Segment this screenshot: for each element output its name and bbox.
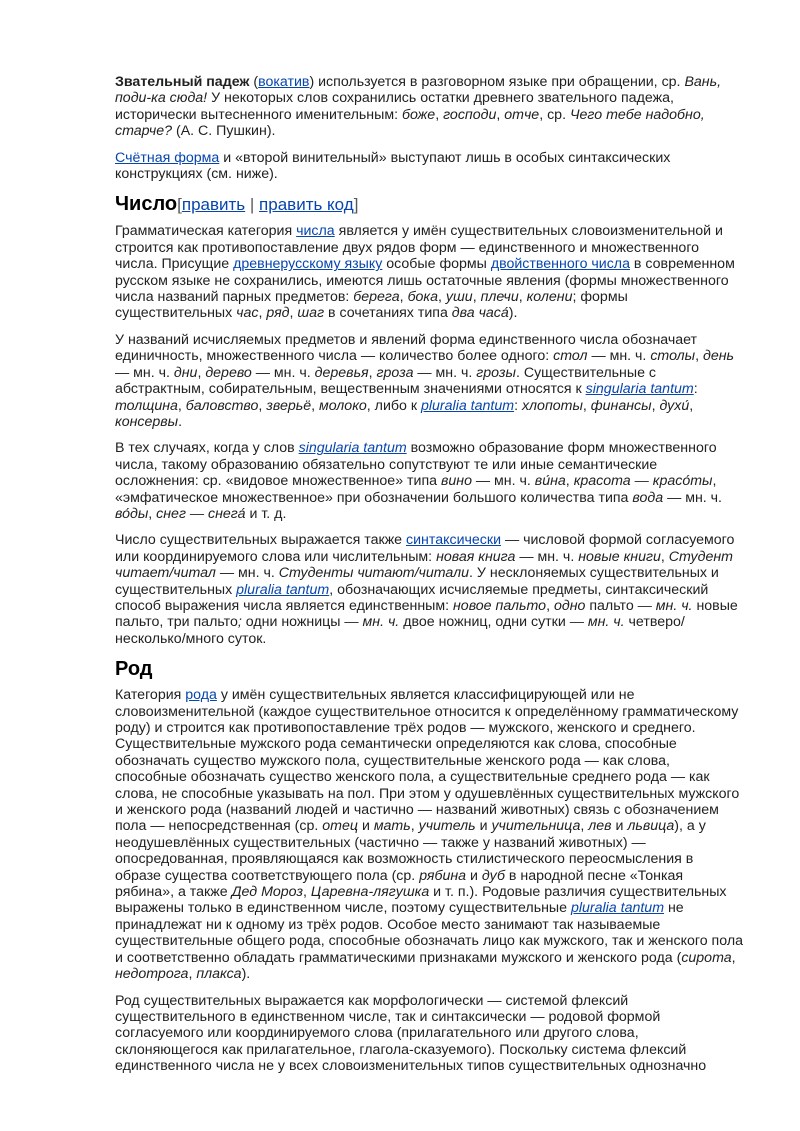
section-heading-gender bbox=[115, 657, 743, 681]
italic-example: хлопоты bbox=[521, 397, 583, 414]
italic-example: Студенты читают/читали bbox=[278, 565, 470, 582]
italic-example: молоко bbox=[319, 397, 367, 414]
edit-code-link[interactable]: править код bbox=[259, 195, 354, 215]
wiki-link[interactable]: древнерусскому языку bbox=[233, 256, 383, 273]
wiki-link[interactable]: pluralia tantum bbox=[421, 397, 515, 414]
paragraph-counting-form: Счётная форма и «второй винительный» выступают лишь в особых синтаксических конструкциях (см. ниже). bbox=[115, 149, 671, 183]
italic-example: стол bbox=[553, 348, 588, 365]
italic-example: деревья bbox=[314, 364, 369, 381]
italic-example: — мн. ч. bbox=[569, 614, 625, 631]
section-heading-number bbox=[115, 192, 743, 217]
italic-example: — мн. ч. bbox=[344, 614, 400, 631]
italic-example: два часа́ bbox=[451, 305, 509, 322]
heading-text: Род bbox=[115, 658, 153, 681]
italic-example: лев bbox=[588, 818, 612, 835]
italic-example: отче bbox=[504, 106, 540, 123]
italic-example: снег — снега́ bbox=[156, 505, 246, 522]
italic-example: Вань, поди-ка сюда! bbox=[115, 74, 722, 107]
italic-example: духи́ bbox=[659, 397, 690, 414]
wiki-link[interactable]: вокатив bbox=[258, 74, 310, 90]
italic-example: день bbox=[703, 348, 735, 365]
italic-example: Царевна-лягушка bbox=[310, 884, 430, 901]
italic-example: столы bbox=[650, 348, 696, 365]
italic-example: ; bbox=[237, 614, 242, 631]
italic-example: финансы bbox=[590, 397, 652, 414]
paragraph-gender-1: Категория рода у имён существительных является классифицирующей или не словоизменительной (каждое существительное относится к определённому грамматическому роду) и строится как противопоставление трёх родов — мужского, женского и среднего. Существительные мужского рода семантически определяются как слова, способные обозначать существо мужского пола, существительные женского рода — как слова, способные обозначать существо женского пола, а существительные среднего рода — как слова, не способные указывать на пол. При этом у одушевлённых существительных мужского и женского рода (названий людей и частично — названий животных) связь с обозначением пола — непосредственная (ср. отец и мать, учитель и учительница, лев и львица), а у неодушевлённых существительных (частично — также у названий животных) — опосредованная, проявляющаяся как возможность стилистического переосмысления в образе существа соответствующего пола (ср. рябина и дуб в народной песне «Тонкая рябина», а также Дед Мороз, Царевна-лягушка и т. п.). Родовые различия существительных выражены только в единственном числе, поэтому существительные pluralia tantum не принадлежат ни к одному из трёх родов. Особое место занимают так называемые существительные общего рода, способные обозначать лицо как мужского, так и женского пола и соответственно обладать грамматическими признаками мужского и женского рода (сирота, недотрога, плакса). bbox=[115, 687, 743, 983]
italic-example: дуб bbox=[481, 867, 505, 884]
paragraph-number-4: Число существительных выражается также синтаксически — числовой формой согласуемого или координируемого слова или числительным: новая книга — мн. ч. новые книги, Студент читает/читал — мн. ч. Студенты читают/читали. У несклоняемых существительных и существительных pluralia tantum, обозначающих исчисляемые предметы, синтаксический способ выражения числа является единственным: новое пальто, одно пальто — мн. ч. новые пальто, три пальто; одни ножницы — мн. ч. двое ножниц, одни сутки — мн. ч. четверо/несколько/много суток. bbox=[115, 532, 738, 647]
paragraph-vocative: Звательный падеж (вокатив) используется в разговорном языке при обращении, ср. Вань, поди-ка сюда! У некоторых слов сохранились остатки древнего звательного падежа, исторически вытесненного именительным: боже, господи, отче, ср. Чего тебе надобно, старче? (А. С. Пушкин). bbox=[115, 74, 722, 140]
italic-example: красота — красо́ты bbox=[573, 473, 713, 490]
italic-example: ви́на bbox=[534, 473, 566, 490]
italic-example: ряд bbox=[266, 305, 290, 322]
italic-example: боже bbox=[401, 106, 436, 123]
wiki-link[interactable]: Счётная форма bbox=[115, 149, 220, 166]
italic-example: дни bbox=[173, 364, 198, 381]
wiki-link[interactable]: pluralia tantum bbox=[236, 581, 330, 598]
italic-example: сирота bbox=[681, 949, 732, 966]
italic-example: баловство bbox=[185, 397, 259, 414]
italic-example: вода bbox=[632, 489, 664, 506]
wiki-link[interactable]: синтаксически bbox=[406, 532, 502, 549]
italic-example: господи bbox=[443, 106, 497, 123]
italic-example: консервы bbox=[115, 413, 179, 430]
wiki-link[interactable]: singularia tantum bbox=[585, 381, 694, 398]
italic-example: отец bbox=[322, 818, 358, 835]
bold-term: Звательный падеж bbox=[115, 74, 250, 90]
wiki-link[interactable]: числа bbox=[296, 223, 335, 240]
wiki-link[interactable]: рода bbox=[185, 687, 217, 704]
italic-example: час bbox=[236, 305, 259, 322]
italic-example: дерево bbox=[205, 364, 252, 381]
italic-example: новое пальто bbox=[453, 597, 547, 614]
italic-example: Студент читает/читал bbox=[115, 548, 733, 582]
italic-example: гроза bbox=[376, 364, 414, 381]
italic-example: мать bbox=[373, 818, 411, 835]
italic-example: Дед Мороз bbox=[231, 884, 303, 901]
italic-example: Чего тебе надобно, старче? bbox=[115, 106, 705, 140]
italic-example: недотрога bbox=[115, 966, 189, 983]
article-body bbox=[115, 74, 743, 1085]
paragraph-gender-2: Род существительных выражается как морфологически — системой флексий существительного в единственном числе, так и синтаксически — родовой формой согласуемого или координируемого слова (прилагательного или другого слова, склоняющегося как прилагательное, глагола-сказуемого). Поскольку система флексий единственного числа не у всех словоизменительных типов существительных однозначно bbox=[115, 992, 707, 1075]
edit-section-links: [править | править код] bbox=[177, 195, 359, 215]
italic-example: бока bbox=[407, 289, 439, 306]
italic-example: толщина bbox=[115, 397, 178, 414]
wiki-link[interactable]: pluralia tantum bbox=[570, 900, 665, 917]
italic-example: рябина bbox=[419, 867, 467, 884]
paragraph-number-2: У названий исчисляемых предметов и явлений форма единственного числа обозначает единичность, множественного числа — количество более одного: стол — мн. ч. столы, день — мн. ч. дни, дерево — мн. ч. деревья, гроза — мн. ч. грозы. Существительные с абстрактным, собирательным, вещественным значениями относятся к singularia tantum: толщина, баловство, зверьё, молоко, либо к pluralia tantum: хлопоты, финансы, духи́, консервы. bbox=[115, 331, 735, 430]
italic-example: новая книга bbox=[436, 548, 516, 565]
wiki-link[interactable]: singularia tantum bbox=[298, 440, 407, 457]
italic-example: уши bbox=[445, 289, 473, 306]
heading-text: Число bbox=[115, 193, 178, 216]
edit-link[interactable]: править bbox=[181, 195, 246, 215]
italic-example: шаг bbox=[297, 305, 325, 322]
italic-example: одно bbox=[553, 597, 586, 614]
italic-example: учитель bbox=[418, 818, 476, 835]
italic-example: вино bbox=[440, 473, 472, 490]
italic-example: берега bbox=[353, 289, 400, 306]
wiki-link[interactable]: двойственного числа bbox=[490, 256, 630, 273]
italic-example: грозы bbox=[476, 364, 516, 381]
italic-example: учительница bbox=[491, 818, 581, 835]
italic-example: во́ды bbox=[115, 505, 149, 522]
italic-example: — мн. ч. bbox=[637, 597, 693, 614]
italic-example: новые книги bbox=[578, 548, 661, 565]
italic-example: колени bbox=[526, 289, 573, 306]
paragraph-number-1: Грамматическая категория числа является у имён существительных словоизменительной и строится как противопоставление двух рядов форм — единственного и множественного числа. Присущие древнерусскому языку особые формы двойственного числа в современном русском языке не сохранились, имеются лишь остаточные явления (формы множественного числа названий парных предметов: берега, бока, уши, плечи, колени; формы существительных час, ряд, шаг в сочетаниях типа два часа́). bbox=[115, 223, 735, 322]
italic-example: плакса bbox=[196, 966, 242, 983]
italic-example: плечи bbox=[480, 289, 519, 306]
italic-example: зверьё bbox=[266, 397, 312, 414]
paragraph-number-3: В тех случаях, когда у слов singularia tantum возможно образование форм множественного числа, такому образованию обязательно сопутствуют те или иные семантические осложнения: ср. «видовое множественное» типа вино — мн. ч. ви́на, красота — красо́ты, «эмфатическое множественное» при обозначении большого количества типа вода — мн. ч. во́ды, снег — снега́ и т. д. bbox=[115, 440, 723, 522]
italic-example: львица bbox=[627, 818, 675, 835]
